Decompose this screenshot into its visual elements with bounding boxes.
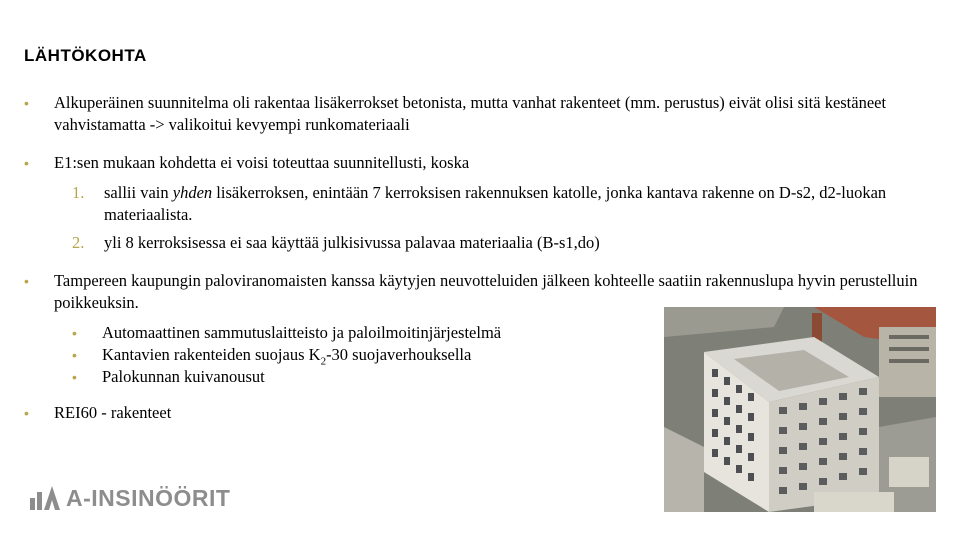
building-photo-illustration: [664, 307, 936, 512]
bullet-item: [24, 92, 929, 136]
text-segment: lisäkerroksen, enintään 7 kerroksisen rakennuksen katolle, jonka kantava rakenne on D-s2, d2-luokan materiaalista.: [104, 183, 887, 224]
text-segment: sallii vain: [104, 183, 173, 202]
item-number: 2.: [72, 233, 85, 252]
bullet-text: Tampereen kaupungin paloviranomaisten kanssa käytyjen neuvotteluiden jälkeen kohteelle saatiin rakennuslupa hyvin perustelluin poikkeuksin.: [54, 271, 918, 312]
bullet-dot: •: [72, 369, 77, 385]
bullet-dot: •: [72, 325, 77, 341]
numbered-item: [72, 182, 932, 226]
bullet-text: REI60 - rakenteet: [54, 403, 172, 422]
building-aerial-photo: [664, 307, 936, 512]
numbered-text: [104, 182, 932, 226]
bullet-dot: •: [24, 405, 29, 421]
bullet-dot: •: [72, 347, 77, 363]
bullet-dot: •: [24, 95, 29, 111]
text-segment: -30 suojaverhouksella: [326, 345, 472, 364]
item-number: 1.: [72, 183, 85, 202]
numbered-item: [72, 232, 932, 254]
slide-title: LÄHTÖKOHTA: [24, 46, 147, 65]
bullet-item: [24, 152, 929, 174]
sub-bullet-text: Palokunnan kuivanousut: [102, 367, 265, 386]
bullet-text: Alkuperäinen suunnitelma oli rakentaa lisäkerrokset betonista, mutta vanhat rakenteet (mm. perustus) eivät olisi sitä kestäneet vahvistamatta -> valikoitui kevyempi runkomateriaali: [54, 93, 887, 134]
logo-text: A-INSINÖÖRIT: [66, 484, 231, 511]
emphasis-text: yhden: [172, 183, 213, 202]
company-logo: [28, 484, 230, 512]
sub-bullet-item: [72, 322, 632, 344]
bullet-dot: •: [24, 155, 29, 171]
sub-bullet-item: [72, 366, 632, 388]
a-insinoorit-logo-icon: [28, 484, 62, 512]
sub-bullet-text: Automaattinen sammutuslaitteisto ja paloilmoitinjärjestelmä: [102, 323, 502, 342]
numbered-text: yli 8 kerroksisessa ei saa käyttää julkisivussa palavaa materiaalia (B-s1,do): [104, 233, 600, 252]
text-segment: Kantavien rakenteiden suojaus K: [102, 345, 321, 364]
subscript-text: 2: [320, 355, 327, 368]
bullet-text: E1:sen mukaan kohdetta ei voisi toteuttaa suunnitellusti, koska: [54, 153, 470, 172]
bullet-dot: •: [24, 273, 29, 289]
